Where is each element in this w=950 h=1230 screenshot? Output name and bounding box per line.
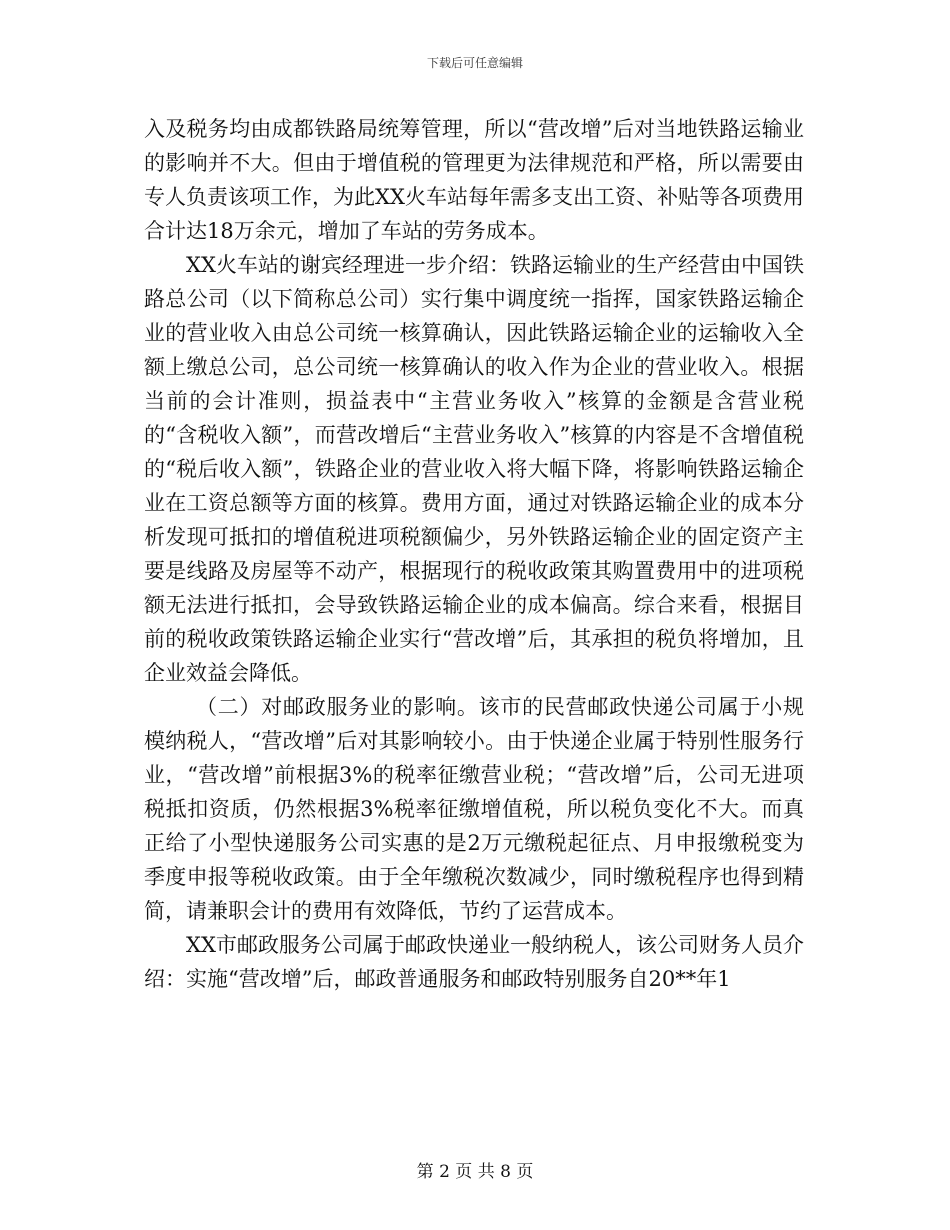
paragraph-railway-continued: 入及税务均由成都铁路局统筹管理，所以“营改增”后对当地铁路运输业的影响并不大。但由于增值税的管理更为法律规范和严格，所以需要由专人负责该项工作，为此XX火车站每年需多支出工资、补贴等各项费用合计达18万余元，增加了车站的劳务成本。 [144, 117, 804, 243]
page-header: 下载后可任意编辑 [426, 56, 523, 70]
paragraph-postal-impact: （二）对邮政服务业的影响。该市的民营邮政快递公司属于小规模纳税人，“营改增”后对其影响较小。由于快递企业属于特别性服务行业，“营改增”前根据3%的税率征缴营业税；“营改增”后，公司无进项税抵扣资质，仍然根据3%税率征缴增值税，所以税负变化不大。而真正给了小型快递服务公司实惠的是2万元缴税起征点、月申报缴税变为季度申报等税收政策。由于全年缴税次数减少，同时缴税程序也得到精简，请兼职会计的费用有效降低，节约了运营成本。 [144, 695, 804, 923]
document-body [144, 112, 804, 996]
paragraph-postal-company: XX市邮政服务公司属于邮政快递业一般纳税人，该公司财务人员介绍：实施“营改增”后，邮政普通服务和邮政特别服务自20**年1 [144, 933, 804, 991]
page-footer: 第 2 页 共 8 页 [416, 1162, 534, 1182]
paragraph-railway-manager: XX火车站的谢宾经理进一步介绍：铁路运输业的生产经营由中国铁路总公司（以下简称总公司）实行集中调度统一指挥，国家铁路运输企业的营业收入由总公司统一核算确认，因此铁路运输企业的运输收入全额上缴总公司，总公司统一核算确认的收入作为企业的营业收入。根据当前的会计准则，损益表中“主营业务收入”核算的金额是含营业税的“含税收入额”，而营改增后“主营业务收入”核算的内容是不含增值税的“税后收入额”，铁路企业的营业收入将大幅下降，将影响铁路运输企业在工资总额等方面的核算。费用方面，通过对铁路运输企业的成本分析发现可抵扣的增值税进项税额偏少，另外铁路运输企业的固定资产主要是线路及房屋等不动产，根据现行的税收政策其购置费用中的进项税额无法进行抵扣，会导致铁路运输企业的成本偏高。综合来看，根据目前的税收政策铁路运输企业实行“营改增”后，其承担的税负将增加，且企业效益会降低。 [144, 253, 804, 685]
